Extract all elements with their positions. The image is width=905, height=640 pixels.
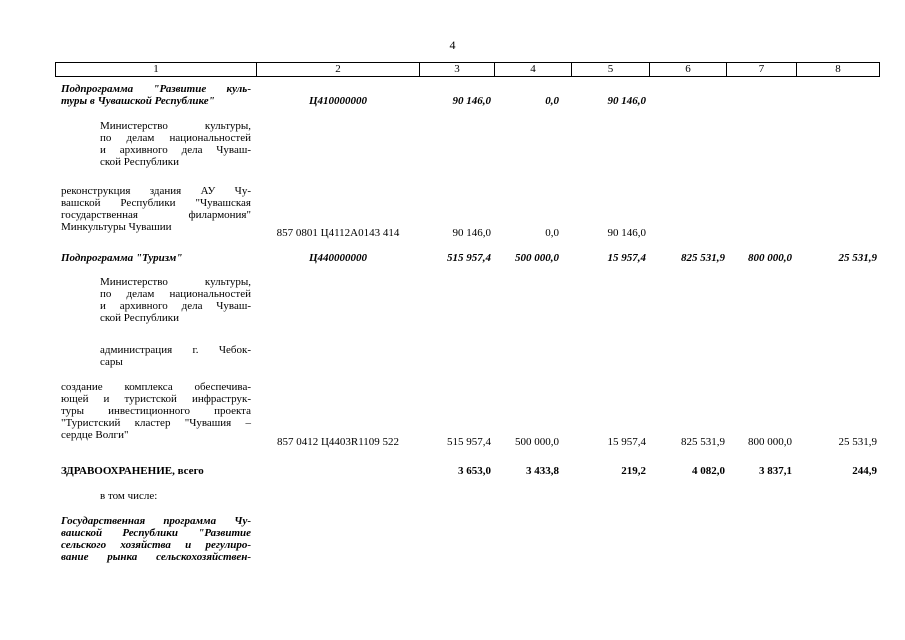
ministry-1-line-3: и архивного дела Чуваш-	[100, 144, 251, 156]
healthcare-col4: 3 433,8	[526, 465, 559, 477]
administration-block	[100, 344, 251, 368]
subprogram-tourism-code: Ц440000000	[308, 252, 368, 264]
ministry-culture-block-1	[100, 120, 251, 168]
ministry-1-line-4: ской Республики	[100, 156, 179, 168]
ministry-1-line-1: Министерство культуры,	[100, 120, 251, 132]
column-header-8: 8	[835, 63, 841, 75]
reconstruction-line-3: государственная филармония"	[61, 209, 251, 221]
complex-col7: 800 000,0	[748, 436, 792, 448]
reconstruction-code: 857 0801 Ц4112A0143 414	[276, 227, 400, 239]
ministry-1-line-2: по делам национальностей	[100, 132, 251, 144]
subprogram-tourism-col5: 15 957,4	[607, 252, 646, 264]
subprogram-culture-line-2: туры в Чувашской Республике"	[61, 95, 215, 107]
subprogram-tourism-col8: 25 531,9	[838, 252, 877, 264]
complex-line-3: туры инвестиционного проекта	[61, 405, 251, 417]
ministry-culture-block-2	[100, 276, 251, 324]
healthcare-col3: 3 653,0	[458, 465, 491, 477]
subprogram-culture-col4: 0,0	[545, 95, 559, 107]
reconstruction-col3: 90 146,0	[452, 227, 491, 239]
complex-code: 857 0412 Ц4403R1109 522	[276, 436, 400, 448]
state-program-line-1: Государственная программа Чу-	[61, 515, 251, 527]
healthcare-name: ЗДРАВООХРАНЕНИЕ, всего	[61, 465, 204, 477]
subprogram-culture-code: Ц410000000	[308, 95, 368, 107]
healthcare-col5: 219,2	[621, 465, 646, 477]
complex-col3: 515 957,4	[447, 436, 491, 448]
column-header-1: 1	[56, 63, 257, 76]
state-program-line-3: сельского хозяйства и регулиро-	[61, 539, 251, 551]
subprogram-tourism-name: Подпрограмма "Туризм"	[61, 252, 183, 264]
subprogram-culture-col5: 90 146,0	[607, 95, 646, 107]
healthcare-col8: 244,9	[852, 465, 877, 477]
reconstruction-col5: 90 146,0	[607, 227, 646, 239]
complex-col4: 500 000,0	[515, 436, 559, 448]
subprogram-tourism-col6: 825 531,9	[681, 252, 725, 264]
subprogram-tourism-col7: 800 000,0	[748, 252, 792, 264]
complex-name	[61, 381, 251, 441]
state-program-name	[61, 515, 251, 563]
complex-line-5: сердце Волги"	[61, 429, 129, 441]
reconstruction-line-1: реконструкция здания АУ Чу-	[61, 185, 251, 197]
ministry-2-line-4: ской Республики	[100, 312, 179, 324]
subprogram-culture-col3: 90 146,0	[452, 95, 491, 107]
column-header-3: 3	[420, 63, 495, 76]
table-header	[55, 62, 880, 77]
reconstruction-col4: 0,0	[545, 227, 559, 239]
including-label: в том числе:	[100, 490, 158, 502]
column-header-5: 5	[572, 63, 650, 76]
ministry-2-line-1: Министерство культуры,	[100, 276, 251, 288]
subprogram-tourism-col3: 515 957,4	[447, 252, 491, 264]
administration-line-2: сары	[100, 356, 123, 368]
complex-line-1: создание комплекса обеспечива-	[61, 381, 251, 393]
healthcare-col6: 4 082,0	[692, 465, 725, 477]
complex-col5: 15 957,4	[607, 436, 646, 448]
complex-col6: 825 531,9	[681, 436, 725, 448]
reconstruction-line-2: вашской Республики "Чувашская	[61, 197, 251, 209]
column-header-7: 7	[727, 63, 797, 76]
complex-line-2: ющей и туристской инфраструк-	[61, 393, 251, 405]
column-header-2: 2	[257, 63, 420, 76]
ministry-2-line-3: и архивного дела Чуваш-	[100, 300, 251, 312]
healthcare-col7: 3 837,1	[759, 465, 792, 477]
complex-line-4: "Туристский кластер "Чувашия –	[61, 417, 251, 429]
subprogram-culture-name	[61, 83, 251, 107]
page-number: 4	[449, 38, 456, 52]
state-program-line-4: вание рынка сельскохозяйствен-	[61, 551, 251, 563]
subprogram-culture-line-1: Подпрограмма "Развитие куль-	[61, 83, 251, 95]
reconstruction-name	[61, 185, 251, 233]
subprogram-tourism-col4: 500 000,0	[515, 252, 559, 264]
column-header-4: 4	[495, 63, 572, 76]
column-header-6: 6	[650, 63, 727, 76]
state-program-line-2: вашской Республики "Развитие	[61, 527, 251, 539]
administration-line-1: администрация г. Чебок-	[100, 344, 251, 356]
complex-col8: 25 531,9	[838, 436, 877, 448]
reconstruction-line-4: Минкультуры Чувашии	[61, 221, 172, 233]
ministry-2-line-2: по делам национальностей	[100, 288, 251, 300]
